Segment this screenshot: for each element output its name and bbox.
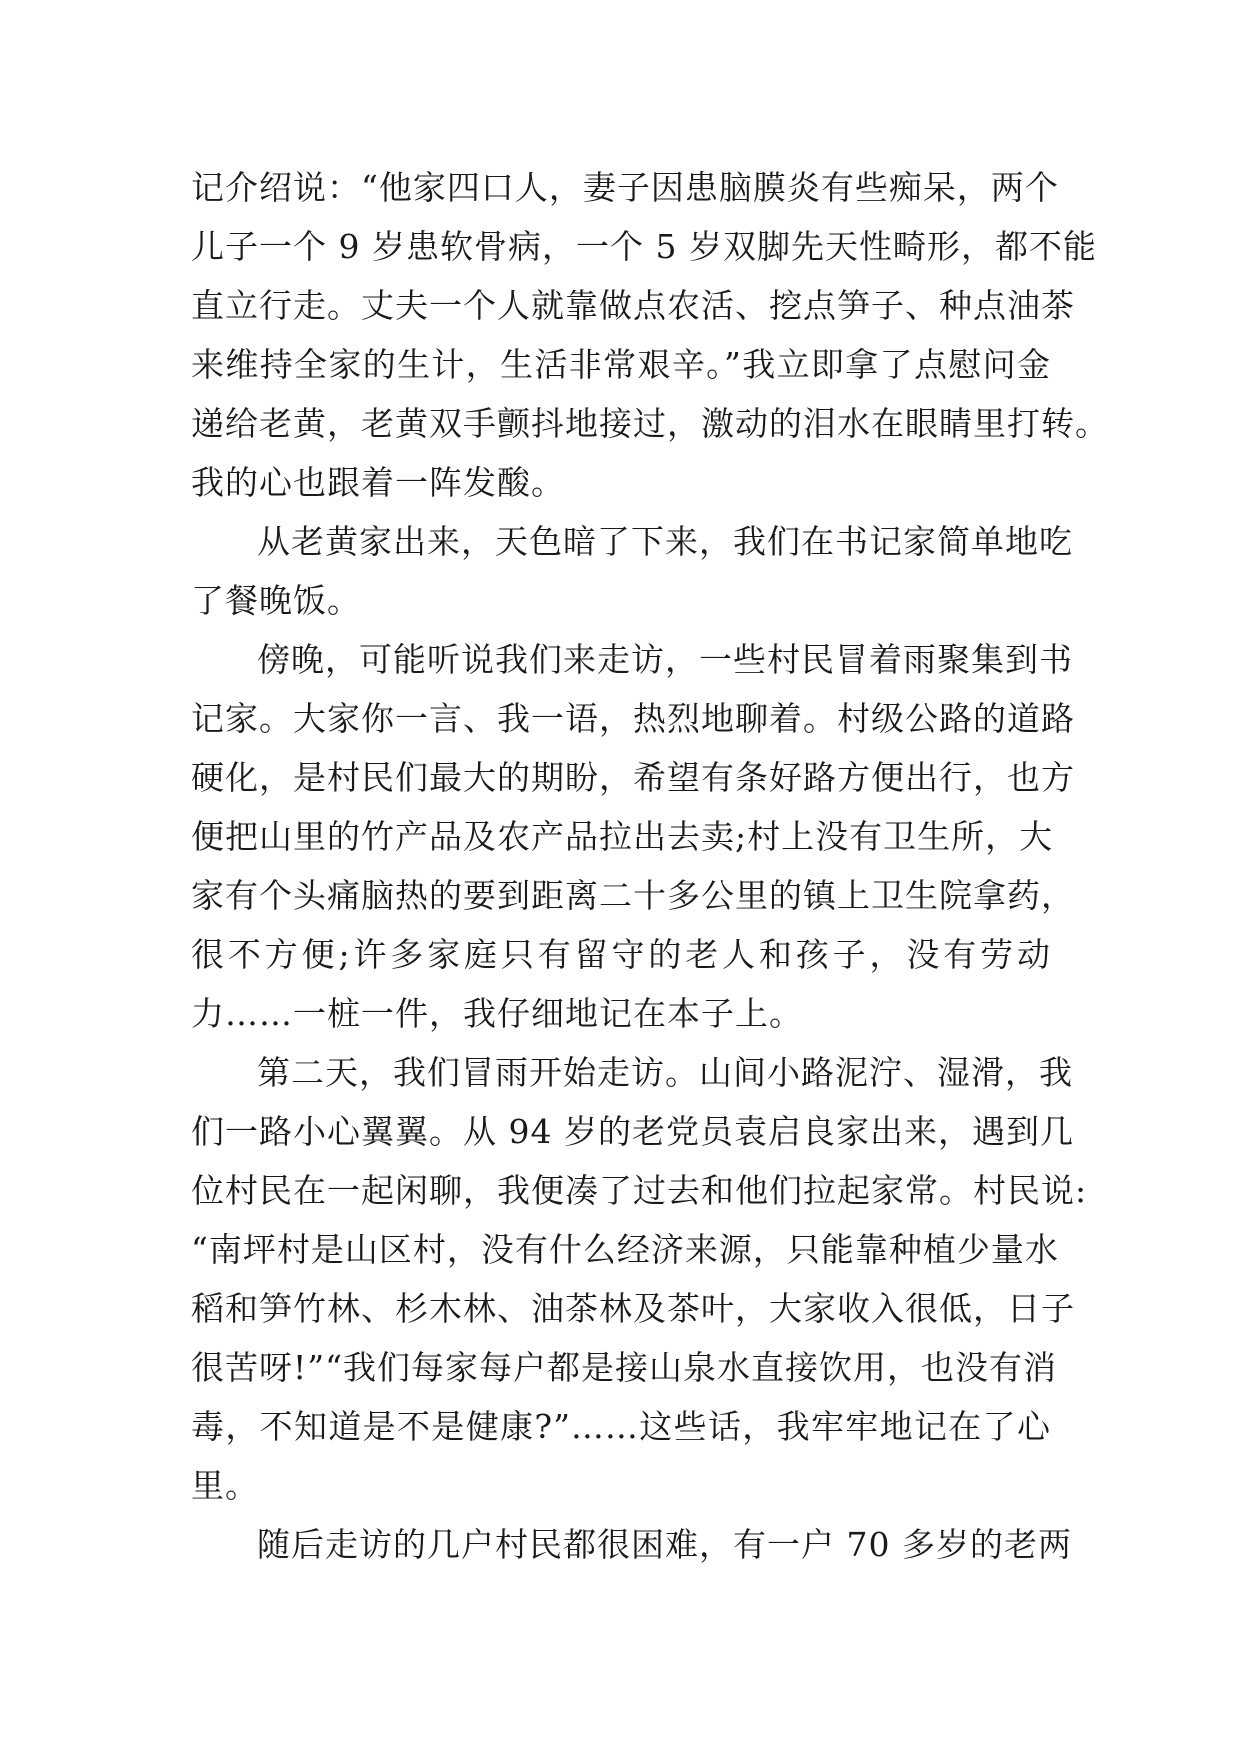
text-line: 便把山里的竹产品及农产品拉出去卖;村上没有卫生所，大	[191, 817, 1054, 856]
text-line: 递给老黄，老黄双手颤抖地接过，激动的泪水在眼睛里打转。	[191, 404, 1109, 443]
text-line: 了餐晚饭。	[191, 581, 361, 620]
text-line: “南坪村是山区村，没有什么经济来源，只能靠种植少量水	[191, 1230, 1059, 1269]
text-line: 毒，不知道是不是健康?”……这些话，我牢牢地记在了心	[191, 1407, 1051, 1446]
text-line: 很苦呀!”“我们每家每户都是接山泉水直接饮用，也没有消	[191, 1348, 1058, 1387]
paragraph-first-line: 第二天，我们冒雨开始走访。山间小路泥泞、湿滑，我	[257, 1053, 1073, 1092]
text-line: 直立行走。丈夫一个人就靠做点农活、挖点笋子、种点油茶	[191, 286, 1075, 325]
body-text	[191, 158, 1109, 1574]
text-line: 位村民在一起闲聊，我便凑了过去和他们拉起家常。村民说:	[191, 1171, 1088, 1210]
paragraph-first-line: 从老黄家出来，天色暗了下来，我们在书记家简单地吃	[257, 522, 1073, 561]
text-line: 硬化，是村民们最大的期盼，希望有条好路方便出行，也方	[191, 758, 1075, 797]
text-line: 我的心也跟着一阵发酸。	[191, 463, 565, 502]
text-line: 们一路小心翼翼。从 94 岁的老党员袁启良家出来，遇到几	[191, 1112, 1074, 1151]
paragraph-first-line: 随后走访的几户村民都很困难，有一户 70 多岁的老两	[257, 1525, 1072, 1564]
text-line: 很不方便;许多家庭只有留守的老人和孩子，没有劳动	[191, 935, 1051, 974]
text-line: 稻和笋竹林、杉木林、油茶林及茶叶，大家收入很低，日子	[191, 1289, 1075, 1328]
text-line: 儿子一个 9 岁患软骨病，一个 5 岁双脚先天性畸形，都不能	[191, 227, 1097, 266]
text-line: 力……一桩一件，我仔细地记在本子上。	[191, 994, 803, 1033]
text-line: 来维持全家的生计，生活非常艰辛。”我立即拿了点慰问金	[191, 345, 1051, 384]
paragraph-first-line: 傍晚，可能听说我们来走访，一些村民冒着雨聚集到书	[257, 640, 1073, 679]
text-line: 家有个头痛脑热的要到距离二十多公里的镇上卫生院拿药，	[191, 876, 1075, 915]
text-line: 里。	[191, 1466, 259, 1505]
text-line: 记家。大家你一言、我一语，热烈地聊着。村级公路的道路	[191, 699, 1075, 738]
text-line: 记介绍说：“他家四口人，妻子因患脑膜炎有些痴呆，两个	[191, 168, 1059, 207]
